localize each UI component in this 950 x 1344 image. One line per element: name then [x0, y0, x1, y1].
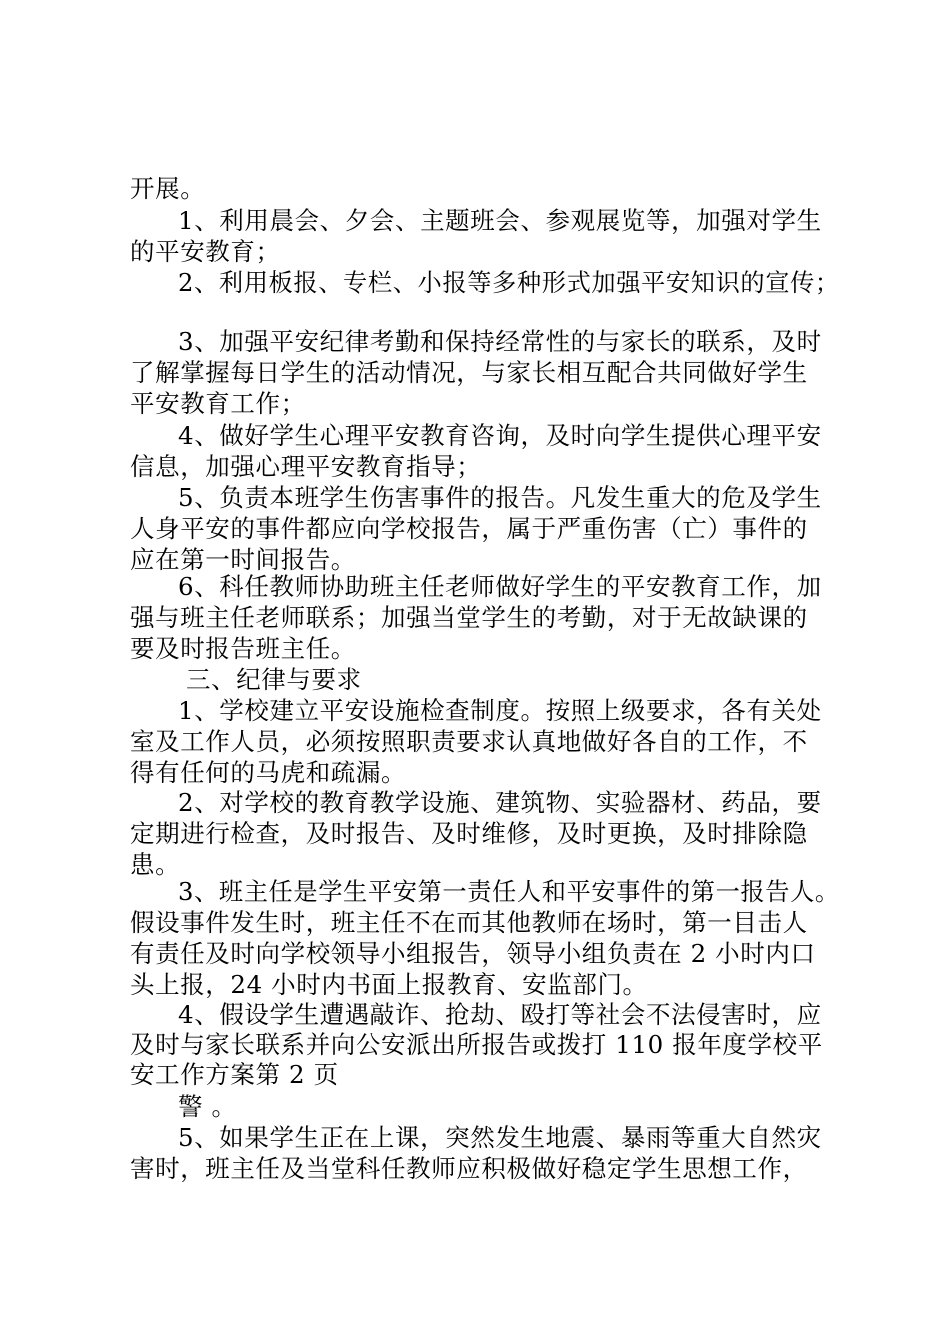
text-line: 要及时报告班主任。	[130, 634, 356, 663]
text-line: 患。	[130, 850, 181, 879]
text-line: 3、加强平安纪律考勤和保持经常性的与家长的联系，及时	[178, 327, 822, 356]
text-line: 安工作方案第 2 页	[130, 1060, 339, 1089]
text-line: 强与班主任老师联系；加强当堂学生的考勤，对于无故缺课的	[130, 603, 808, 632]
text-line: 5、如果学生正在上课，突然发生地震、暴雨等重大自然灾	[178, 1123, 822, 1152]
text-line: 假设事件发生时，班主任不在而其他教师在场时，第一目击人	[130, 908, 808, 937]
text-line: 警 。	[178, 1092, 237, 1121]
text-line: 害时，班主任及当堂科任教师应积极做好稳定学生思想工作，	[130, 1154, 808, 1183]
text-line: 6、科任教师协助班主任老师做好学生的平安教育工作，加	[178, 572, 822, 601]
text-line: 平安教育工作；	[130, 389, 306, 418]
text-line: 及时与家长联系并向公安派出所报告或拨打 110 报年度学校平	[130, 1030, 823, 1059]
text-line: 头上报，24 小时内书面上报教育、安监部门。	[130, 970, 648, 999]
text-line: 的平安教育；	[130, 237, 281, 266]
text-line: 1、学校建立平安设施检查制度。按照上级要求，各有关处	[178, 696, 822, 725]
text-line: 2、利用板报、专栏、小报等多种形式加强平安知识的宣传；	[178, 268, 840, 297]
text-line: 应在第一时间报告。	[130, 545, 356, 574]
text-line: 得有任何的马虎和疏漏。	[130, 758, 407, 787]
text-line: 开展。	[130, 174, 206, 203]
text-line: 人身平安的事件都应向学校报告，属于严重伤害（亡）事件的	[130, 514, 808, 543]
text-line: 室及工作人员，必须按照职责要求认真地做好各自的工作，不	[130, 727, 808, 756]
text-line: 信息，加强心理平安教育指导；	[130, 452, 482, 481]
text-line: 2、对学校的教育教学设施、建筑物、实验器材、药品，要	[178, 788, 822, 817]
text-line: 定期进行检查，及时报告、及时维修，及时更换，及时排除隐	[130, 819, 808, 848]
text-line: 3、班主任是学生平安第一责任人和平安事件的第一报告人。	[178, 877, 840, 906]
text-line: 4、假设学生遭遇敲诈、抢劫、殴打等社会不法侵害时，应	[178, 1000, 822, 1029]
section-heading: 三、纪律与要求	[186, 665, 362, 694]
text-line: 4、做好学生心理平安教育咨询，及时向学生提供心理平安	[178, 421, 822, 450]
text-line: 1、利用晨会、夕会、主题班会、参观展览等，加强对学生	[178, 206, 822, 235]
text-line: 了解掌握每日学生的活动情况，与家长相互配合共同做好学生	[130, 358, 808, 387]
text-line: 5、负责本班学生伤害事件的报告。凡发生重大的危及学生	[178, 483, 822, 512]
text-line: 有责任及时向学校领导小组报告，领导小组负责在 2 小时内口	[130, 939, 816, 968]
